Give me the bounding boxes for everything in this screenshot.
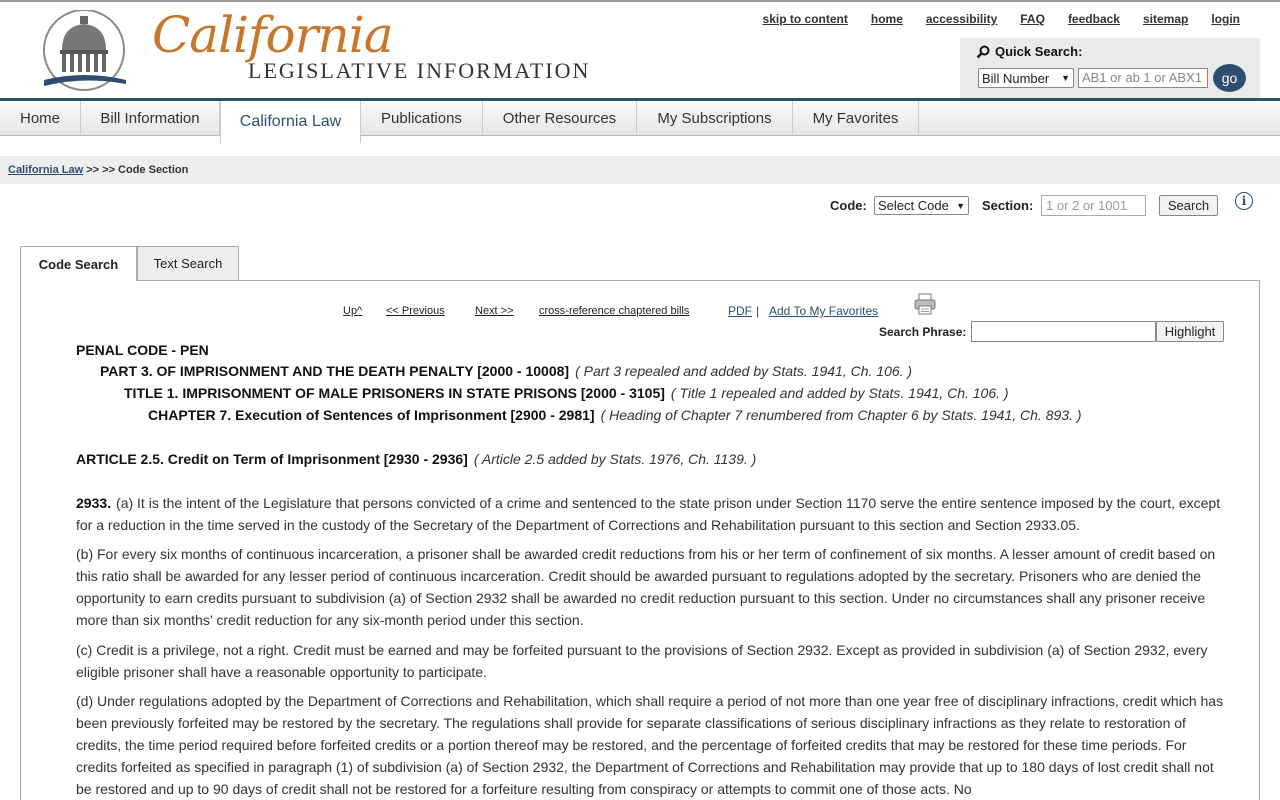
feedback-link[interactable]: feedback <box>1067 12 1120 26</box>
sitemap-link[interactable]: sitemap <box>1142 12 1189 26</box>
article-heading-text[interactable]: ARTICLE 2.5. Credit on Term of Imprisonment [2930 - 2936] <box>76 451 468 467</box>
code-select-value: Select Code <box>878 198 949 213</box>
breadcrumb <box>8 164 188 176</box>
chapter-note: ( Heading of Chapter 7 renumbered from Chapter 6 by Stats. 1941, Ch. 893. ) <box>600 407 1082 423</box>
nav-my-favorites[interactable]: My Favorites <box>793 101 919 136</box>
title-heading <box>124 385 1009 401</box>
breadcrumb-rest: >> >> Code Section <box>83 164 189 176</box>
code-heading <box>76 342 209 358</box>
info-icon[interactable]: i <box>1235 192 1253 210</box>
chevron-down-icon: ▼ <box>956 200 965 211</box>
nav-publications[interactable]: Publications <box>361 101 483 136</box>
up-link[interactable]: Up^ <box>343 305 363 317</box>
previous-link[interactable]: << Previous <box>386 305 445 317</box>
toolbar-separator: | <box>756 304 760 318</box>
section-paragraph-a <box>76 492 1228 536</box>
section-paragraph-b: (b) For every six months of continuous incarceration, a prisoner shall be awarded credit reductions from his or her term of confinement of six months. A lesser amount of credit based on this ratio shall be awarded for any lesser period of continuous incarceration. Credit should be awarded pursuant to regulations adopted by the secretary. Prisoners who are denied the opportunity to earn credits pursuant to subdivision (a) of Section 2932 shall be awarded no credit reduction pursuant to this section. Under no circumstances shall any prisoner receive more than six months’ credit reduction for any six-month period under this section. <box>76 546 1216 628</box>
logo-script-text: California <box>152 6 393 64</box>
main-nav <box>0 98 1280 136</box>
printer-icon[interactable] <box>914 293 936 315</box>
part-heading <box>100 363 912 379</box>
pdf-link[interactable]: PDF <box>728 304 752 318</box>
code-label: Code: <box>830 198 867 213</box>
code-select[interactable] <box>874 196 969 215</box>
quick-search-label: Quick Search: <box>995 44 1083 59</box>
nav-other-resources[interactable]: Other Resources <box>483 101 637 136</box>
next-link[interactable]: Next >> <box>475 305 514 317</box>
part-heading-text[interactable]: PART 3. OF IMPRISONMENT AND THE DEATH PENALTY [2000 - 10008] <box>100 363 570 379</box>
cross-reference-link[interactable]: cross-reference chaptered bills <box>539 305 690 317</box>
skip-to-content-link[interactable]: skip to content <box>762 12 848 26</box>
article-note: ( Article 2.5 added by Stats. 1976, Ch. 1139. ) <box>473 451 757 467</box>
chevron-down-icon: ▼ <box>1061 73 1070 83</box>
nav-my-subscriptions[interactable]: My Subscriptions <box>637 101 793 136</box>
logo-subtitle: LEGISLATIVE INFORMATION <box>248 58 591 83</box>
bill-number-input[interactable]: AB1 or ab 1 or ABX1 <box>1078 68 1208 88</box>
code-heading-text: PENAL CODE - PEN <box>76 342 209 358</box>
section-label: Section: <box>982 198 1034 213</box>
section-input[interactable]: 1 or 2 or 1001 <box>1041 195 1146 216</box>
home-link[interactable]: home <box>870 12 903 26</box>
part-note: ( Part 3 repealed and added by Stats. 1941, Ch. 106. ) <box>575 363 913 379</box>
login-link[interactable]: login <box>1211 12 1240 26</box>
breadcrumb-california-law-link[interactable]: California Law <box>8 164 84 176</box>
search-button[interactable]: Search <box>1159 195 1218 216</box>
nav-bill-information[interactable]: Bill Information <box>81 101 220 136</box>
add-to-favorites-link[interactable]: Add To My Favorites <box>769 304 879 318</box>
site-header <box>0 2 1280 98</box>
faq-link[interactable]: FAQ <box>1020 12 1045 26</box>
utility-links <box>763 12 1240 26</box>
section-paragraph-c: (c) Credit is a privilege, not a right. Credit must be earned and may be forfeited pursuant to the provisions of Section 2932. Except as provided in subdivision (a) of Section 2932, every eligible prisoner shall have a reasonable opportunity to participate. <box>76 642 1208 680</box>
capitol-dome-logo[interactable] <box>40 10 128 92</box>
article-heading <box>76 451 756 467</box>
bill-type-value: Bill Number <box>982 70 1050 86</box>
bill-type-select[interactable] <box>978 68 1074 88</box>
section-paragraph-d: (d) Under regulations adopted by the Department of Corrections and Rehabilitation, which shall require a period of not more than one year free of disciplinary infractions, credit which has been previously forfeited may be restored by the secretary. The regulations shall provide for separate classifications of serious disciplinary infractions as they relate to restoration of credits, the time period required before forfeited credits or a portion thereof may be restored, and the percentage of forfeited credits that may be restored for these time periods. For credits forfeited as specified in paragraph (1) of subdivision (a) of Section 2932, the Department of Corrections and Rehabilitation may provide that up to 180 days of lost credit shall not be restored and up to 90 days of credit shall not be restored for a forfeiture resulting from conspiracy or attempts to commit one of those acts. No <box>76 693 1224 797</box>
breadcrumb-bar <box>0 156 1280 184</box>
tab-code-search[interactable]: Code Search <box>20 246 137 281</box>
nav-california-law[interactable]: California Law <box>220 101 361 143</box>
tab-text-search[interactable]: Text Search <box>137 246 239 280</box>
nav-home[interactable]: Home <box>0 101 81 136</box>
search-phrase-input[interactable] <box>971 321 1156 342</box>
highlight-button[interactable]: Highlight <box>1156 321 1224 342</box>
magnifier-icon <box>976 45 990 59</box>
title-heading-text[interactable]: TITLE 1. IMPRISONMENT OF MALE PRISONERS IN STATE PRISONS [2000 - 3105] <box>124 385 665 401</box>
go-button[interactable]: go <box>1213 64 1246 92</box>
search-phrase-label: Search Phrase: <box>879 325 967 339</box>
quick-search-label-row <box>976 44 1082 59</box>
quick-search-box <box>960 38 1260 98</box>
section-number: 2933. <box>76 495 112 511</box>
paragraph-a-text: (a) It is the intent of the Legislature that persons convicted of a crime and sentenced to the state prison under Section 1170 serve the entire sentence imposed by the court, except for a reduction in the time served in the custody of the Secretary of the Department of Corrections and Rehabilitation pursuant to this section and Section 2933.05. <box>76 495 1221 533</box>
section-toolbar <box>0 305 1280 321</box>
code-section-search <box>0 195 1280 217</box>
title-note: ( Title 1 repealed and added by Stats. 1941, Ch. 106. ) <box>670 385 1009 401</box>
accessibility-link[interactable]: accessibility <box>925 12 998 26</box>
chapter-heading <box>148 407 1082 423</box>
chapter-heading-text[interactable]: CHAPTER 7. Execution of Sentences of Imprisonment [2900 - 2981] <box>148 407 595 423</box>
